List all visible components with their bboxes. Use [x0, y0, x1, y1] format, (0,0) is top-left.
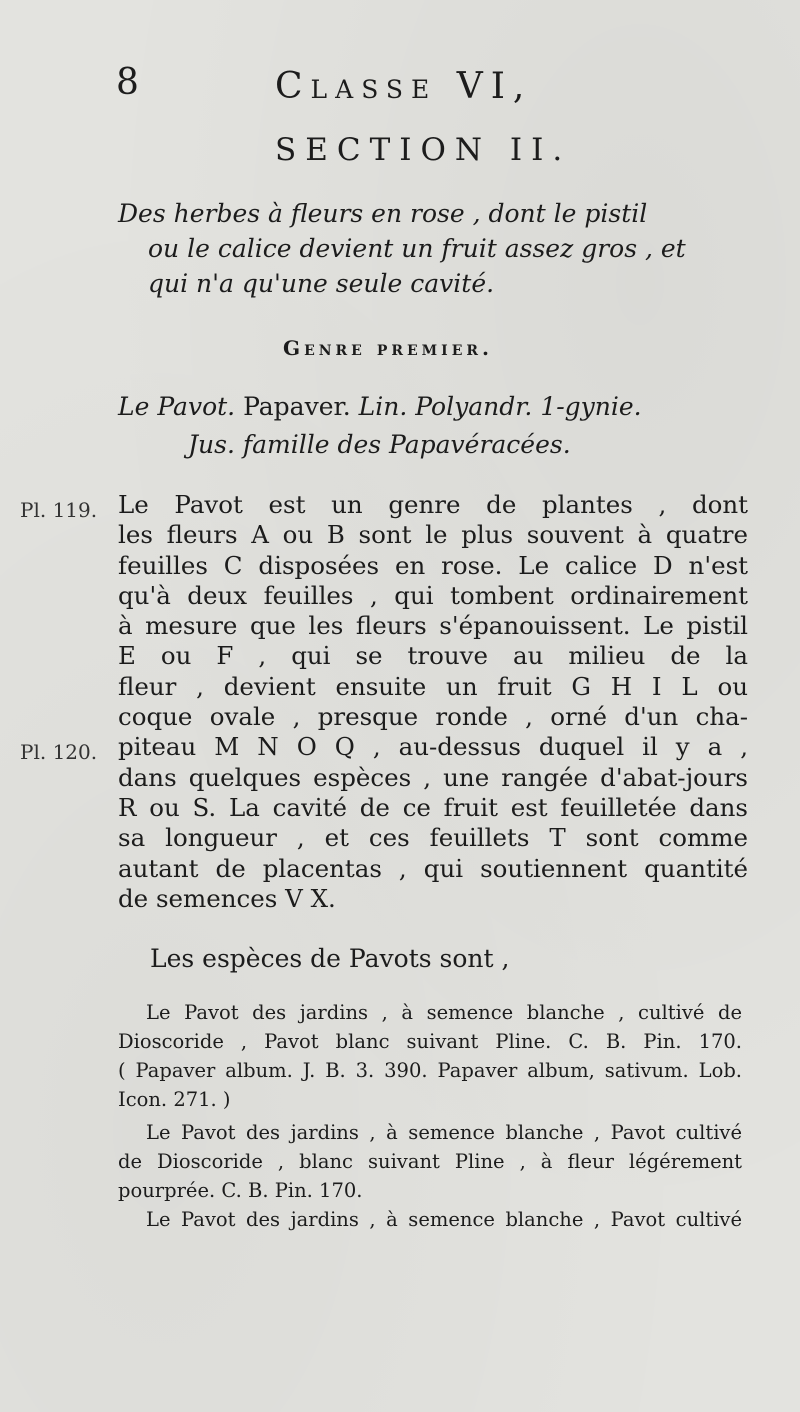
body-line: dans quelques espèces , une rangée d'abat-jours [118, 762, 748, 792]
section-heading: SECTION II. [275, 132, 572, 168]
body-line: qu'à deux feuilles , qui tombent ordinairement [118, 580, 748, 610]
species-line: Icon. 271. ) [118, 1088, 231, 1111]
genre-heading: Genre premier. [283, 336, 493, 360]
species-line: Le Pavot des jardins , à semence blanche , Pavot cultivé [146, 1121, 742, 1144]
body-line: piteau M N O Q , au-dessus duquel il y a , [118, 732, 748, 762]
linnaean-class: Lin. Polyandr. [358, 392, 533, 421]
body-line: fleur , devient ensuite un fruit G H I L ou [118, 671, 748, 701]
species-line: Le Pavot des jardins , à semence blanche , Pavot cultivé [146, 1208, 742, 1231]
genus-description [118, 490, 748, 914]
running-head: Classe VI, [275, 66, 533, 107]
body-line: feuilles C disposées en rose. Le calice D n'est [118, 550, 748, 580]
body-line: les fleurs A ou B sont le plus souvent à quatre [118, 520, 748, 550]
species-entry [118, 1118, 742, 1205]
species-line: ( Papaver album. J. B. 3. 390. Papaver album, sativum. Lob. [118, 1059, 742, 1082]
species-line: Dioscoride , Pavot blanc suivant Pline. C. B. Pin. 170. [118, 1030, 742, 1053]
body-line: autant de placentas , qui soutiennent quantité [118, 853, 748, 883]
genus-name-french: Le Pavot. [118, 392, 236, 421]
species-entry [118, 1205, 742, 1234]
species-entry [118, 998, 742, 1114]
species-line: Le Pavot des jardins , à semence blanche , cultivé de [146, 1001, 742, 1024]
species-line: de Dioscoride , blanc suivant Pline , à fleur légérement [118, 1150, 742, 1173]
body-line: E ou F , qui se trouve au milieu de la [118, 641, 748, 671]
body-line: de semences V X. [118, 883, 336, 913]
genus-name-latin: Papaver. [243, 392, 351, 421]
body-line: à mesure que les fleurs s'épanouissent. Le pistil [118, 611, 748, 641]
description-line: qui n'a qu'une seule cavité. [148, 269, 495, 298]
description-line: Des herbes à fleurs en rose , dont le pistil [118, 199, 648, 228]
species-heading: Les espèces de Pavots sont , [150, 944, 510, 973]
plate-reference: Pl. 120. [20, 740, 98, 764]
body-line: Le Pavot est un genre de plantes , dont [118, 490, 748, 519]
species-line: pourprée. C. B. Pin. 170. [118, 1179, 363, 1202]
body-line: sa longueur , et ces feuillets T sont comme [118, 823, 748, 853]
description-line: ou le calice devient un fruit assez gros , et [148, 234, 686, 263]
body-line: coque ovale , presque ronde , orné d'un cha- [118, 702, 748, 732]
linnaean-order: 1-gynie. [540, 392, 642, 421]
page-number: 8 [116, 62, 139, 103]
genus-name-line [118, 392, 642, 421]
section-description [118, 196, 686, 301]
plate-reference: Pl. 119. [20, 498, 98, 522]
body-line: R ou S. La cavité de ce fruit est feuilletée dans [118, 792, 748, 822]
jussieu-family: Jus. famille des Papavéracées. [188, 430, 571, 459]
